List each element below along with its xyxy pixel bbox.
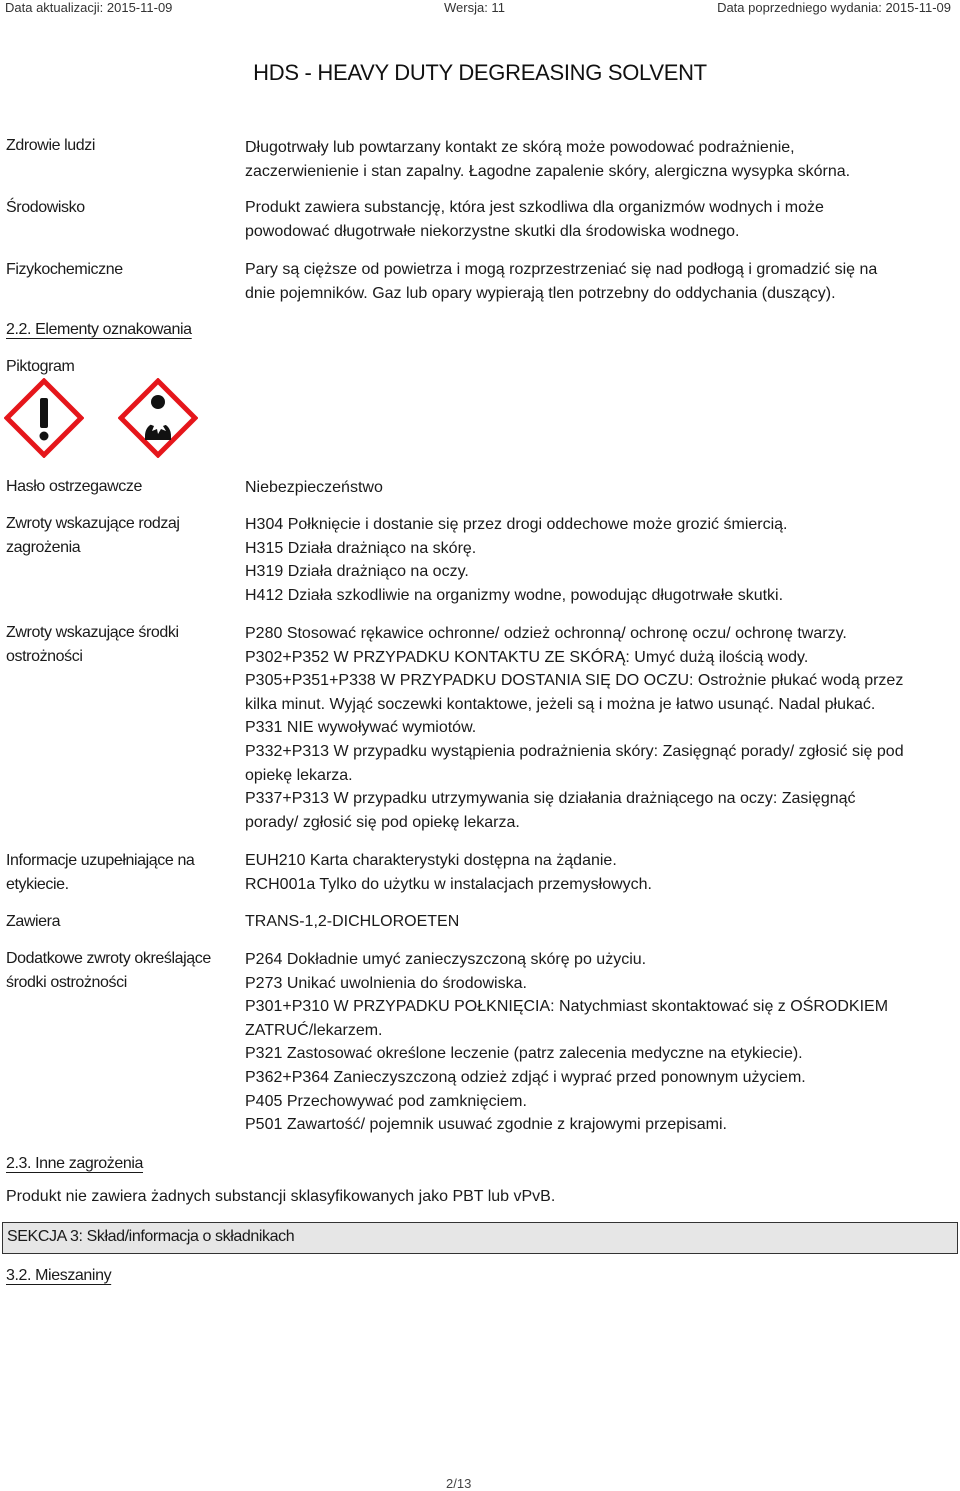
other-hazards-text: Produkt nie zawiera żadnych substancji sklasyfikowanych jako PBT lub vPvB. <box>6 1188 556 1205</box>
statement-line: H319 Działa drażniąco na oczy. <box>245 563 469 581</box>
hazard-text-physchem <box>245 258 957 305</box>
precaution-statements-label <box>6 621 179 669</box>
hazard-label-health: Zdrowie ludzi <box>6 137 96 154</box>
health-hazard-icon <box>118 378 198 458</box>
label-line: Zwroty wskazujące środki <box>6 624 179 641</box>
statement-line: P332+P313 W przypadku wystąpienia podrażnienia skóry: Zasięgnąć porady/ zgłosić się pod <box>245 742 904 760</box>
statement-line: P301+P310 W PRZYPADKU POŁKNIĘCIA: Natychmiast skontaktować się z OŚRODKIEM <box>245 998 889 1016</box>
signal-word-value <box>245 476 957 500</box>
label-line: ostrożności <box>6 648 83 665</box>
hazard-text-environment <box>245 196 957 243</box>
label-line: zagrożenia <box>6 539 81 556</box>
statement-line: P264 Dokładnie umyć zanieczyszczoną skórę po użyciu. <box>245 951 647 968</box>
label-line: Zwroty wskazujące rodzaj <box>6 515 180 532</box>
exclamation-mark-icon <box>4 378 84 458</box>
statement-line: H304 Połknięcie i dostanie się przez drogi oddechowe może grozić śmiercią. <box>245 516 788 533</box>
signal-word-label: Hasło ostrzegawcze <box>6 478 142 495</box>
statement-line: P280 Stosować rękawice ochronne/ odzież ochronną/ ochronę oczu/ ochronę twarzy. <box>245 625 847 642</box>
update-date: Data aktualizacji: 2015-11-09 <box>5 0 173 15</box>
text-line: powodować długotrwałe niekorzystne skutki dla środowiska wodnego. <box>245 222 740 240</box>
text-line: TRANS-1,2-DICHLOROETEN <box>245 913 460 930</box>
label-line: Dodatkowe zwroty określające <box>6 950 211 967</box>
label-line: etykiecie. <box>6 876 69 893</box>
hazard-statements-label <box>6 512 180 560</box>
precaution-statements-list <box>245 622 957 834</box>
hazard-label-environment: Środowisko <box>6 199 85 216</box>
text-line: Niebezpieczeństwo <box>245 479 383 496</box>
statement-line: opiekę lekarza. <box>245 766 353 784</box>
contains-label: Zawiera <box>6 913 61 930</box>
previous-date: Data poprzedniego wydania: 2015-11-09 <box>717 0 951 15</box>
statement-line: ZATRUĆ/lekarzem. <box>245 1021 383 1039</box>
hazard-label-physchem: Fizykochemiczne <box>6 261 123 278</box>
section-2-2-heading: 2.2. Elementy oznakowania <box>6 321 192 338</box>
text-line: Produkt zawiera substancję, która jest szkodliwa dla organizmów wodnych i może <box>245 199 824 216</box>
statement-line: RCH001a Tylko do użytku w instalacjach przemysłowych. <box>245 875 652 893</box>
label-line: Informacje uzupełniające na <box>6 852 195 869</box>
hazard-statements-list <box>245 513 957 607</box>
label-line: środki ostrożności <box>6 974 127 991</box>
statement-line: H315 Działa drażniąco na skórę. <box>245 539 477 557</box>
section-2-3-heading: 2.3. Inne zagrożenia <box>6 1155 143 1172</box>
statement-line: H412 Działa szkodliwie na organizmy wodne, powodując długotrwałe skutki. <box>245 586 784 604</box>
statement-line: kilka minut. Wyjąć soczewki kontaktowe, jeżeli są i można je łatwo usunąć. Nadal płukać. <box>245 695 876 713</box>
version: Wersja: 11 <box>444 0 505 15</box>
statement-line: P321 Zastosować określone leczenie (patrz zalecenia medyczne na etykiecie). <box>245 1045 803 1063</box>
contains-value <box>245 910 957 934</box>
hazard-text-health <box>245 136 957 183</box>
statement-line: porady/ zgłosić się pod opiekę lekarza. <box>245 813 520 831</box>
pictogram-label: Piktogram <box>6 358 75 375</box>
statement-line: P337+P313 W przypadku utrzymywania się działania drażniącego na oczy: Zasięgnąć <box>245 790 856 808</box>
section-3-title: SEKCJA 3: Skład/informacja o składnikach <box>7 1228 295 1245</box>
text-line: zaczerwienienie i stan zapalny. Łagodne zapalenie skóry, alergiczna wysypka skórna. <box>245 162 851 180</box>
additional-precautions-label <box>6 947 211 995</box>
statement-line: P362+P364 Zanieczyszczoną odzież zdjąć i wyprać przed ponownym użyciem. <box>245 1068 806 1086</box>
statement-line: P305+P351+P338 W PRZYPADKU DOSTANIA SIĘ DO OCZU: Ostrożnie płukać wodą przez <box>245 672 904 690</box>
page-number: 2/13 <box>446 1476 472 1491</box>
section-3-bar <box>2 1222 958 1254</box>
statement-line: P302+P352 W PRZYPADKU KONTAKTU ZE SKÓRĄ: Umyć dużą ilością wody. <box>245 648 809 666</box>
section-3-2-heading: 3.2. Mieszaniny <box>6 1267 112 1284</box>
text-line: dnie pojemników. Gaz lub opary wypierają tlen potrzebny do oddychania (duszący). <box>245 284 836 302</box>
supplementary-info-label <box>6 849 194 897</box>
statement-line: P273 Unikać uwolnienia do środowiska. <box>245 974 527 992</box>
document-title: HDS - HEAVY DUTY DEGREASING SOLVENT <box>253 60 707 85</box>
statement-line: P405 Przechowywać pod zamknięciem. <box>245 1092 527 1110</box>
statement-line: P501 Zawartość/ pojemnik usuwać zgodnie z krajowymi przepisami. <box>245 1116 727 1134</box>
text-line: Długotrwały lub powtarzany kontakt ze skórą może powodować podrażnienie, <box>245 139 795 156</box>
statement-line: P331 NIE wywoływać wymiotów. <box>245 719 477 737</box>
additional-precautions-list <box>245 948 957 1137</box>
supplementary-info-list <box>245 849 957 896</box>
statement-line: EUH210 Karta charakterystyki dostępna na żądanie. <box>245 852 617 869</box>
text-line: Pary są cięższe od powietrza i mogą rozprzestrzeniać się nad podłogą i gromadzić się na <box>245 261 878 278</box>
